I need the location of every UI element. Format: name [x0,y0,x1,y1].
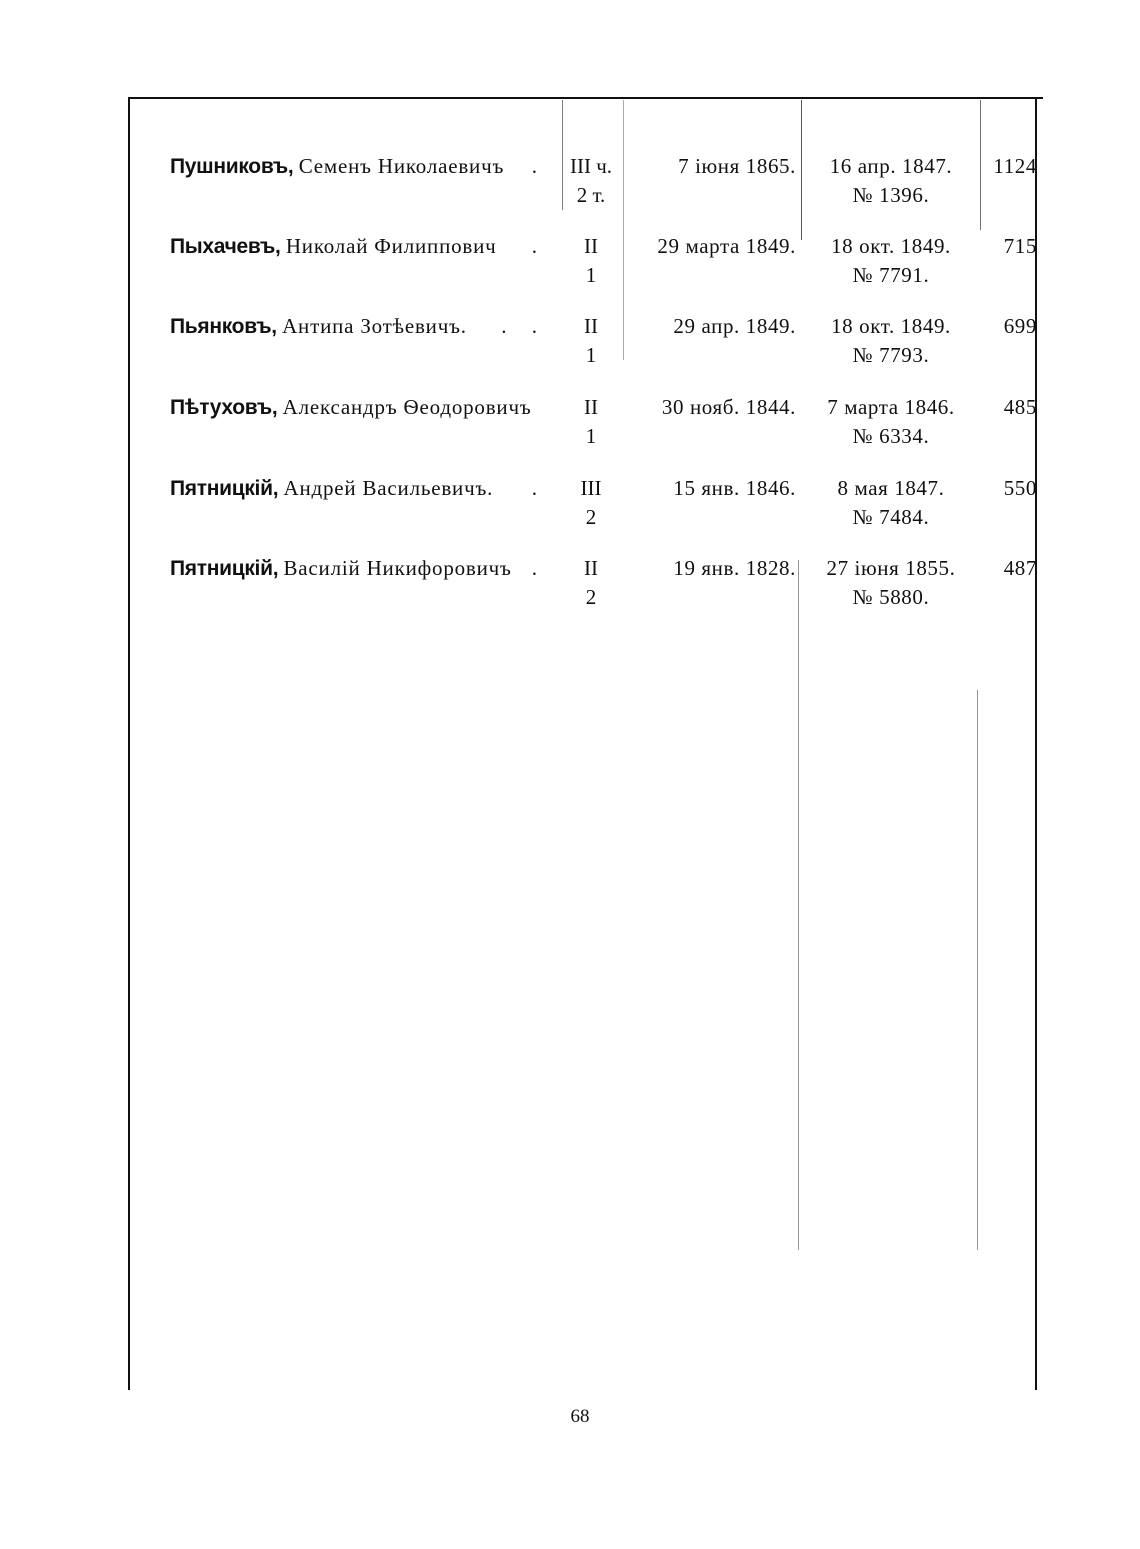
table-row [0,554,1140,624]
rank-cell [562,312,620,370]
table-row [0,393,1140,463]
date1-cell: 29 апр. 1849. [673,314,796,338]
date2-cell [806,474,976,532]
date1-cell: 7 іюня 1865. [678,154,796,178]
date2-line2: № 7793. [852,343,930,367]
column-divider-date2-lower [798,560,799,1250]
surname: Пятницкій, [170,477,279,500]
leader-dots: . . [501,314,547,338]
date2-line1: 27 іюня 1855. [826,556,956,580]
given-name: Антипа Зотѣевичъ. [282,314,467,338]
table-row [0,232,1140,302]
date2-cell [806,393,976,451]
table-row [0,474,1140,544]
table-row [0,312,1140,382]
name-cell [170,312,555,341]
date2-line1: 16 апр. 1847. [829,154,953,178]
rank-cell [562,393,620,451]
surname: Пѣтуховъ, [170,396,278,419]
name-cell [170,232,555,261]
rank-cell [562,474,620,532]
name-cell [170,554,555,583]
rank-line1: III [580,476,602,500]
given-name: Василій Никифоровичъ [283,556,512,580]
date1-cell: 15 янв. 1846. [673,476,796,500]
table-top-rule [128,97,1043,99]
surname: Пушниковъ, [170,155,294,178]
given-name: Николай Филиппович [285,234,497,258]
date2-line2: № 5880. [852,585,930,609]
rank-line2: 2 т. [576,183,606,207]
date2-line1: 18 окт. 1849. [831,234,951,258]
number-cell: 487 [1003,556,1037,580]
date2-line1: 8 мая 1847. [837,476,945,500]
rank-line2: 1 [585,263,597,287]
name-cell [170,474,555,503]
rank-cell [562,554,620,612]
date2-line2: № 1396. [852,183,930,207]
leader-dots: . [531,476,547,500]
given-name: Александръ Ѳеодоровичъ [282,395,532,419]
rank-line2: 1 [585,424,597,448]
rank-line1: II [584,314,598,338]
rank-line2: 2 [585,585,597,609]
number-cell: 1124 [993,154,1037,178]
date2-line1: 7 марта 1846. [827,395,955,419]
date2-line2: № 7484. [852,505,930,529]
surname: Пьянковъ, [170,315,277,338]
date2-cell [806,312,976,370]
given-name: Семенъ Николаевичъ [298,154,505,178]
date2-line1: 18 окт. 1849. [831,314,951,338]
number-cell: 715 [1003,234,1037,258]
leader-dots: . [531,556,547,580]
date2-cell [806,232,976,290]
given-name: Андрей Васильевичъ. [283,476,494,500]
rank-line1: II [584,234,598,258]
date2-cell [806,152,976,210]
rank-line2: 2 [585,505,597,529]
number-cell: 485 [1003,395,1037,419]
rank-line2: 1 [585,343,597,367]
number-cell: 699 [1003,314,1037,338]
date1-cell: 29 марта 1849. [657,234,796,258]
date1-cell: 19 янв. 1828. [673,556,796,580]
surname: Пятницкій, [170,557,279,580]
leader-dots: . [531,154,547,178]
rank-line1: II [584,556,598,580]
name-cell [170,393,555,422]
name-cell [170,152,555,181]
rank-cell [562,232,620,290]
page-number: 68 [570,1406,590,1427]
surname: Пыхачевъ, [170,235,281,258]
leader-dots: . [531,234,547,258]
rank-cell [562,152,620,210]
number-cell: 550 [1003,476,1037,500]
date2-cell [806,554,976,612]
date2-line2: № 7791. [852,263,930,287]
date1-cell: 30 нояб. 1844. [661,395,796,419]
table-row [0,152,1140,222]
rank-line1: III ч. [569,154,613,178]
rank-line1: II [584,395,598,419]
column-divider-number-lower [977,690,978,1250]
date2-line2: № 6334. [852,424,930,448]
